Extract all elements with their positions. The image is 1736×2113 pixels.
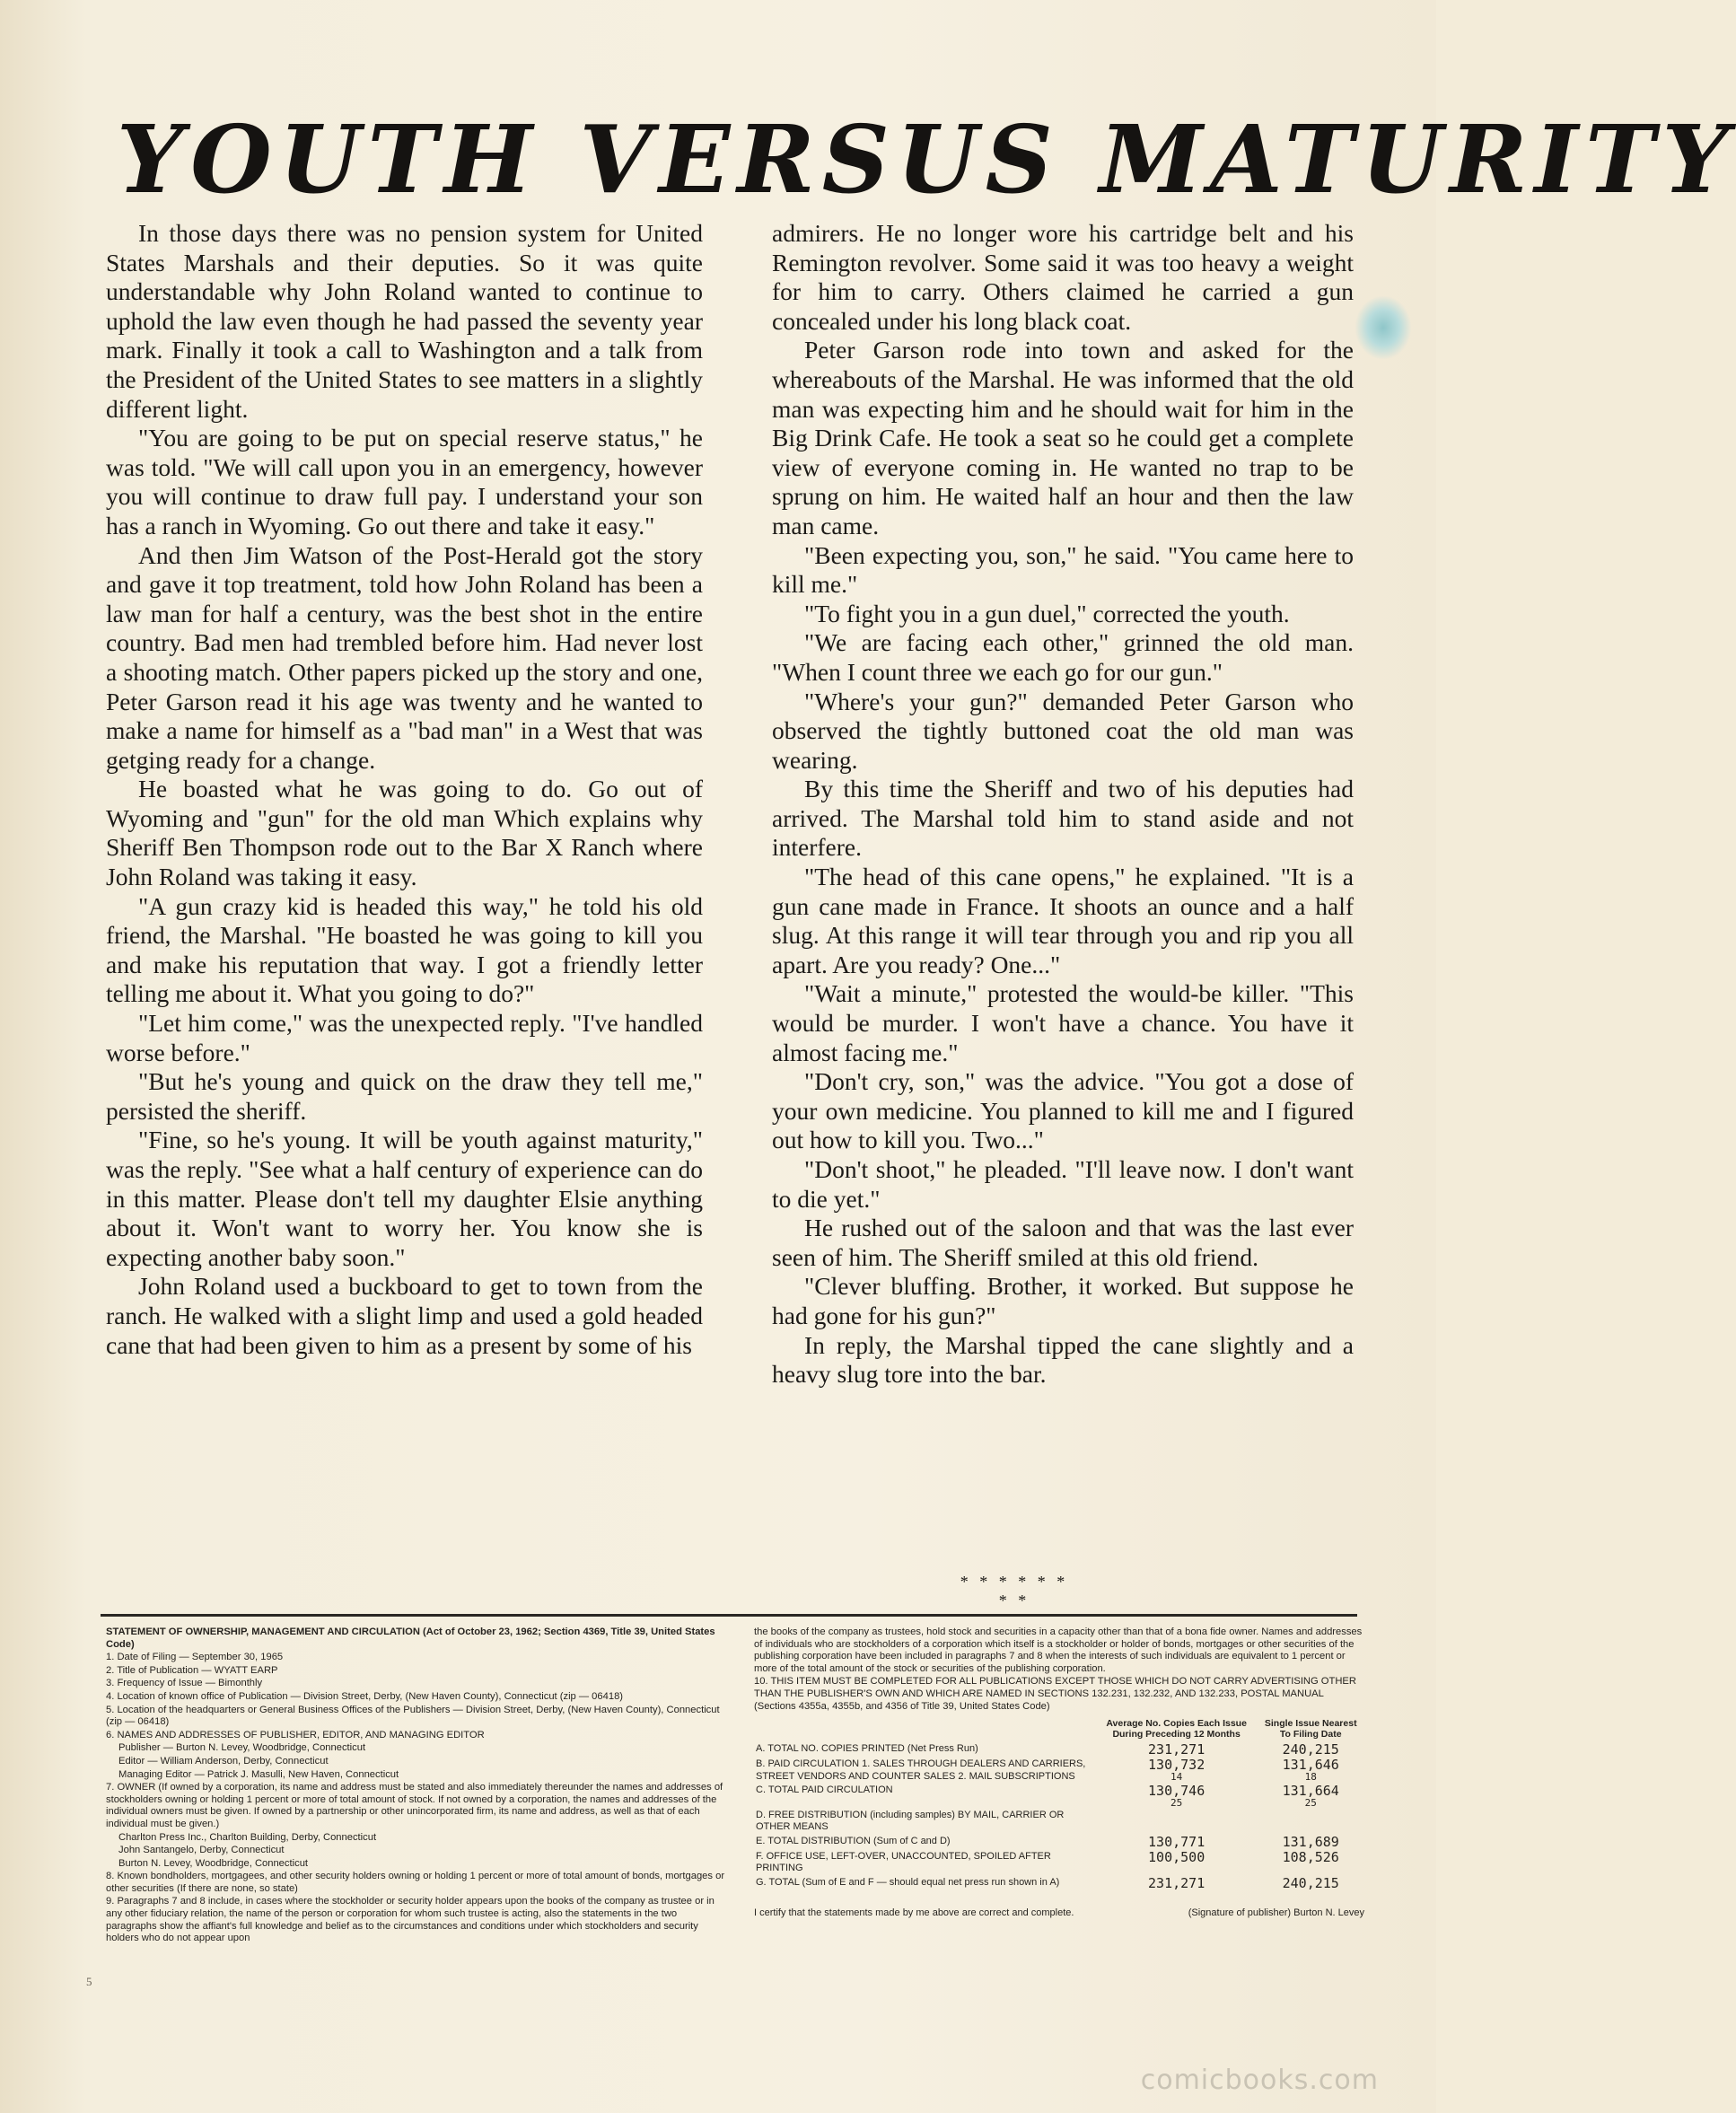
row-label: A. TOTAL NO. COPIES PRINTED (Net Press Run) bbox=[756, 1743, 978, 1755]
paragraph: "Don't cry, son," was the advice. "You got a dose of your own medicine. You planned to kill me and I figured out how to kill you. Two..." bbox=[772, 1067, 1354, 1154]
cell-average bbox=[1096, 1876, 1258, 1891]
table-header-row bbox=[754, 1718, 1364, 1742]
certification bbox=[754, 1907, 1364, 1920]
table-row bbox=[754, 1742, 1364, 1758]
row-label: G. TOTAL (Sum of E and F — should equal net press run shown in A) bbox=[756, 1876, 1060, 1888]
article-title: YOUTH VERSUS MATURITY bbox=[117, 104, 1736, 215]
right-column bbox=[772, 219, 1354, 1390]
row-label: E. TOTAL DISTRIBUTION (Sum of C and D) bbox=[756, 1835, 951, 1846]
statement-item: 8. Known bondholders, mortgagees, and other security holders owning or holding 1 percent or more of total amount of bonds, mortgages or other securities (If there are none, so state) bbox=[106, 1871, 725, 1894]
paragraph: He rushed out of the saloon and that was the last ever seen of him. The Sheriff smiled at this old friend. bbox=[772, 1214, 1354, 1271]
left-column bbox=[106, 219, 703, 1360]
cell-single bbox=[1257, 1809, 1364, 1835]
cell-value: 130,732 bbox=[1148, 1757, 1206, 1774]
paragraph: And then Jim Watson of the Post-Herald got the story and gave it top treatment, told how John Roland has been a law man for half a century, was the best shot in the entire country. Bad men had trembled before him. Had never lost a shooting match. Other papers picked up the story and one, Peter Garson read it his age was twenty and he wanted to make a name for himself as a "bad man" in a West that was getging ready for a change. bbox=[106, 540, 703, 774]
cell-average bbox=[1096, 1742, 1258, 1758]
statement-item: Burton N. Levey, Woodbridge, Connecticut bbox=[118, 1857, 309, 1869]
cell-single bbox=[1257, 1876, 1364, 1891]
statement-item: 3. Frequency of Issue — Bimonthly bbox=[106, 1678, 263, 1689]
row-label: D. FREE DISTRIBUTION (including samples) BY MAIL, CARRIER OR OTHER MEANS bbox=[756, 1809, 1065, 1833]
cell-single bbox=[1257, 1742, 1364, 1758]
cell-value: 131,689 bbox=[1282, 1833, 1339, 1850]
paragraph: He boasted what he was going to do. Go out of Wyoming and "gun" for the old man Which explains why Sheriff Ben Thompson rode out to the Bar X Ranch where John Roland was taking it easy. bbox=[106, 775, 703, 891]
statement-item: the books of the company as trustees, hold stock and securities in a capacity other than that of a bona fide owner. Names and addresses of individuals who are stockholders of a corporation which itself is a stockholder or holder of bonds, mortgages or other securities of the publishing corporation have been included in paragraphs 7 and 8 when the interests of such individuals are equivalent to 1 percent or more of the total amount of the stock or securities of the publishing corporation. bbox=[754, 1626, 1363, 1674]
margin-mark: 5 bbox=[86, 1975, 92, 1988]
statement-item: Managing Editor — Patrick J. Masulli, New Haven, Connecticut bbox=[118, 1768, 399, 1780]
paragraph: "A gun crazy kid is headed this way," he told his old friend, the Marshal. "He boasted he was going to kill you and make his reputation that way. I got a friendly letter telling me about it. What you going to do?" bbox=[106, 891, 703, 1008]
circulation-table bbox=[754, 1718, 1364, 1890]
statement-item: Charlton Press Inc., Charlton Building, Derby, Connecticut bbox=[118, 1831, 377, 1843]
statement-item: 6. NAMES AND ADDRESSES OF PUBLISHER, EDITOR, AND MANAGING EDITOR bbox=[106, 1729, 485, 1740]
paragraph: John Roland used a buckboard to get to town from the ranch. He walked with a slight limp and used a gold headed cane that had been given to him as a present by some of his bbox=[106, 1272, 703, 1359]
cell-value: 100,500 bbox=[1148, 1848, 1206, 1865]
cell-value: 240,215 bbox=[1282, 1741, 1339, 1758]
ownership-statement-continued bbox=[754, 1626, 1364, 1919]
paragraph: "Clever bluffing. Brother, it worked. But suppose he had gone for his gun?" bbox=[772, 1272, 1354, 1329]
cell-single bbox=[1257, 1758, 1364, 1784]
statement-item: 5. Location of the headquarters or General Business Offices of the Publishers — Division Street, Derby, (New Haven County), Connecticut (zip — 06418) bbox=[106, 1704, 720, 1728]
cell-average bbox=[1096, 1835, 1258, 1850]
paragraph: "Been expecting you, son," he said. "You came here to kill me." bbox=[772, 540, 1354, 599]
cell-average bbox=[1096, 1784, 1258, 1809]
cell-value: 131,664 bbox=[1282, 1782, 1339, 1799]
cell-subvalue: 25 bbox=[1304, 1796, 1317, 1809]
paragraph: In those days there was no pension system for United States Marshals and their deputies. So it was quite understandable why John Roland wanted to continue to uphold the law even though he had passed the seventy year mark. Finally it took a call to Washington and a talk from the President of the United States to see matters in a slightly different light. bbox=[106, 219, 703, 423]
paragraph: "Don't shoot," he pleaded. "I'll leave now. I don't want to die yet." bbox=[772, 1155, 1354, 1213]
paragraph: By this time the Sheriff and two of his deputies had arrived. The Marshal told him to stand aside and not interfere. bbox=[772, 775, 1354, 862]
cell-value: 240,215 bbox=[1282, 1874, 1339, 1891]
statement-item: 10. THIS ITEM MUST BE COMPLETED FOR ALL PUBLICATIONS EXCEPT THOSE WHICH DO NOT CARRY ADVERTISING OTHER THAN THE PUBLISHER'S OWN AND WHICH ARE NAMED IN SECTIONS 132.231, 132.232, AND 132.233, POSTAL MANUAL (Sections 4355a, 4355b, and 4356 of Title 39, United States Code) bbox=[754, 1676, 1356, 1712]
statement-item: 4. Location of known office of Publication — Division Street, Derby, (New Haven County), Connecticut (zip — 06418) bbox=[106, 1690, 624, 1702]
column-header: Single Issue Nearest To Filing Date bbox=[1264, 1718, 1357, 1740]
ink-splash bbox=[1355, 296, 1411, 359]
statement-item: 2. Title of Publication — WYATT EARP bbox=[106, 1664, 278, 1676]
cell-subvalue: 18 bbox=[1304, 1771, 1317, 1784]
row-label: B. PAID CIRCULATION 1. SALES THROUGH DEALERS AND CARRIERS, STREET VENDORS AND COUNTER SALES 2. MAIL SUBSCRIPTIONS bbox=[756, 1758, 1086, 1782]
cell-value: 131,646 bbox=[1282, 1757, 1339, 1774]
cell-value: 130,746 bbox=[1148, 1782, 1206, 1799]
row-label: F. OFFICE USE, LEFT-OVER, UNACCOUNTED, SPOILED AFTER PRINTING bbox=[756, 1850, 1051, 1874]
table-row bbox=[754, 1876, 1364, 1891]
paragraph: admirers. He no longer wore his cartridge belt and his Remington revolver. Some said it was too heavy a weight for him to carry. Others claimed he carried a gun concealed under his long black coat. bbox=[772, 219, 1354, 335]
cell-average bbox=[1096, 1850, 1258, 1876]
statement-item: Publisher — Burton N. Levey, Woodbridge, Connecticut bbox=[118, 1742, 366, 1754]
table-row bbox=[754, 1784, 1364, 1809]
statement-item: 7. OWNER (If owned by a corporation, its name and address must be stated and also immediately thereunder the names and addresses of stockholders owning or holding 1 percent or more of total amount of stock. If not owned by a corporation, the names and addresses of the individual owners must be given. If owned by a partnership or other unincorporated firm, its name and address, as well as that of each individual must be given.) bbox=[106, 1782, 723, 1829]
cell-single bbox=[1257, 1784, 1364, 1809]
table-row bbox=[754, 1809, 1364, 1835]
row-label: C. TOTAL PAID CIRCULATION bbox=[756, 1784, 893, 1795]
statement-item: 9. Paragraphs 7 and 8 include, in cases where the stockholder or security holder appears upon the books of the company as trustee or in any other fiduciary relation, the name of the person or corporation for whom such trustee is acting, also the statements in the two paragraphs show the affiant's full knowledge and belief as to the circumstances and conditions under which stockholders and security holders who do not appear upon bbox=[106, 1896, 715, 1944]
end-mark: * * * * * * * * bbox=[960, 1573, 1069, 1609]
paragraph: "Where's your gun?" demanded Peter Garson who observed the tightly buttoned coat the old man was wearing. bbox=[772, 687, 1354, 774]
divider bbox=[101, 1614, 1357, 1617]
cell-value: 108,526 bbox=[1282, 1848, 1339, 1865]
paragraph: "To fight you in a gun duel," corrected the youth. bbox=[804, 599, 1290, 627]
paragraph: "Let him come," was the unexpected reply. "I've handled worse before." bbox=[106, 1009, 703, 1066]
cell-average bbox=[1096, 1809, 1258, 1835]
paragraph: Peter Garson rode into town and asked for the whereabouts of the Marshal. He was informed that the old man was expecting him and he should wait for him in the Big Drink Cafe. He took a seat so he could get a complete view of everyone coming in. He wanted no trap to be sprung on him. He waited half an hour and then the law man came. bbox=[772, 336, 1354, 539]
cell-value: 231,271 bbox=[1148, 1874, 1206, 1891]
paragraph: "Fine, so he's young. It will be youth against maturity," was the reply. "See what a half century of experience can do in this matter. Please don't tell my daughter Elsie anything about it. Won't want to worry her. You know she is expecting another baby soon." bbox=[106, 1126, 703, 1271]
paragraph: "Wait a minute," protested the would-be killer. "This would be murder. I won't have a chance. You have it almost facing me." bbox=[772, 979, 1354, 1066]
statement-item: Editor — William Anderson, Derby, Connecticut bbox=[118, 1755, 329, 1767]
cell-value: 231,271 bbox=[1148, 1741, 1206, 1758]
certify-text: I certify that the statements made by me above are correct and complete. bbox=[754, 1907, 1074, 1918]
paragraph: "We are facing each other," grinned the old man. "When I count three we each go for our gun." bbox=[772, 628, 1354, 686]
table-row bbox=[754, 1850, 1364, 1876]
watermark: comicbooks.com bbox=[1140, 2065, 1379, 2096]
cell-single bbox=[1257, 1850, 1364, 1876]
table-row bbox=[754, 1835, 1364, 1850]
paragraph: "You are going to be put on special reserve status," he was told. "We will call upon you in an emergency, however you will continue to draw full pay. I understand your son has a ranch in Wyoming. Go out there and take it easy." bbox=[106, 424, 703, 539]
statement-item: 1. Date of Filing — September 30, 1965 bbox=[106, 1652, 284, 1663]
table-row bbox=[754, 1758, 1364, 1784]
paragraph: In reply, the Marshal tipped the cane slightly and a heavy slug tore into the bar. bbox=[772, 1330, 1354, 1389]
cell-subvalue: 25 bbox=[1170, 1796, 1183, 1809]
cell-value: 130,771 bbox=[1148, 1833, 1206, 1850]
paragraph: "The head of this cane opens," he explained. "It is a gun cane made in France. It shoots an ounce and a half slug. At this range it will tear through you and rip you all apart. Are you ready? One..." bbox=[772, 863, 1354, 978]
cell-subvalue: 14 bbox=[1170, 1771, 1183, 1784]
column-header: Average No. Copies Each Issue During Preceding 12 Months bbox=[1106, 1718, 1247, 1740]
ownership-statement bbox=[106, 1626, 725, 1946]
cell-average bbox=[1096, 1758, 1258, 1784]
cell-single bbox=[1257, 1835, 1364, 1850]
publisher-signature: (Signature of publisher) Burton N. Levey bbox=[1188, 1907, 1364, 1918]
paragraph: "But he's young and quick on the draw they tell me," persisted the sheriff. bbox=[106, 1067, 703, 1125]
statement-heading: STATEMENT OF OWNERSHIP, MANAGEMENT AND CIRCULATION (Act of October 23, 1962; Section 4369, Title 39, United States Code) bbox=[106, 1626, 715, 1650]
statement-item: John Santangelo, Derby, Connecticut bbox=[118, 1845, 285, 1856]
